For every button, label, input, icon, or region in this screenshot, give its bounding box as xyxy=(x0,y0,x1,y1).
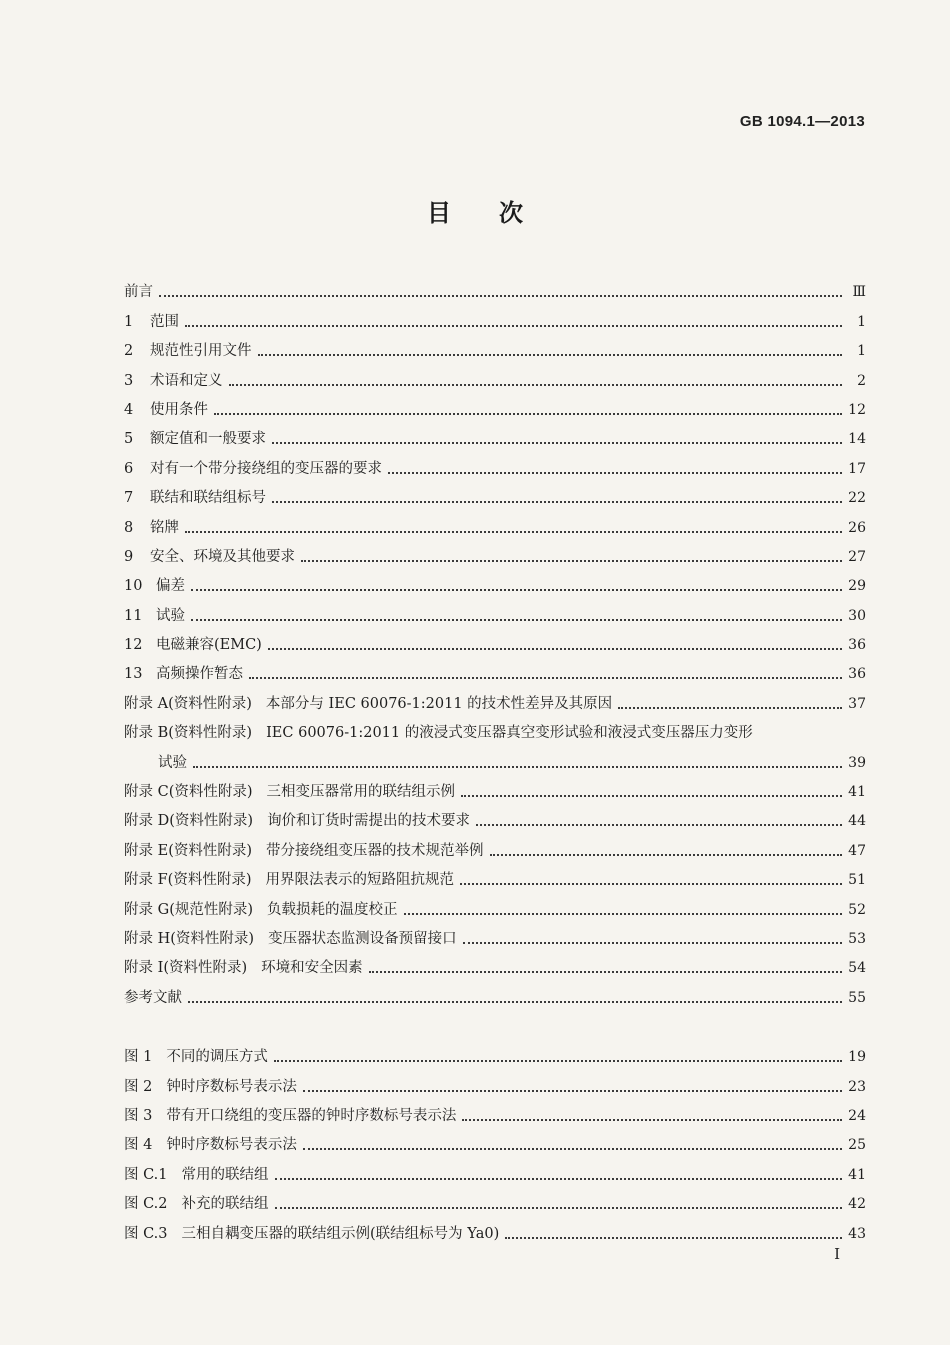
toc-entry-text: 联结和联结组标号 xyxy=(150,490,266,507)
toc-entry-number: 6 xyxy=(124,460,134,477)
toc-entry-text: 带分接绕组变压器的技术规范举例 xyxy=(266,842,484,859)
toc-entry-text: 规范性引用文件 xyxy=(150,343,252,360)
figure-number: 图 3 xyxy=(124,1107,153,1124)
toc-entry-continuation[interactable] xyxy=(124,742,866,771)
toc-entry-text: 试验 xyxy=(158,754,187,771)
toc-entry-page: 44 xyxy=(848,813,866,830)
toc-entry[interactable] xyxy=(124,331,866,360)
toc-entry-number: 10 xyxy=(124,578,143,595)
leader-dots xyxy=(229,378,843,386)
leader-dots xyxy=(249,671,842,679)
toc-entry-text: 偏差 xyxy=(156,578,185,595)
toc-entry-number: 7 xyxy=(124,490,134,507)
toc-entry-page: 47 xyxy=(848,842,866,859)
annex-label: 附录 C(资料性附录) xyxy=(124,784,253,801)
toc-entry-text: 负载损耗的温度校正 xyxy=(267,901,398,918)
toc-entry-text: 使用条件 xyxy=(150,401,208,418)
toc-entry-text: 术语和定义 xyxy=(150,372,223,389)
toc-entry-page: 41 xyxy=(848,784,866,801)
figure-title: 钟时序数标号表示法 xyxy=(166,1137,297,1154)
leader-dots xyxy=(275,1172,842,1180)
toc-entry-annex[interactable] xyxy=(124,713,866,742)
toc-entry-page: 22 xyxy=(848,490,866,507)
toc-entry[interactable] xyxy=(124,654,866,683)
figure-entry[interactable] xyxy=(124,1184,866,1213)
figure-page: 19 xyxy=(848,1049,866,1066)
toc-entry-annex[interactable] xyxy=(124,683,866,712)
leader-dots xyxy=(490,848,842,856)
annex-label: 附录 E(资料性附录) xyxy=(124,842,253,859)
toc-entry-text: 铭牌 xyxy=(150,519,179,536)
toc-entry-page: 37 xyxy=(848,695,866,712)
toc-entry-page: 12 xyxy=(848,401,866,418)
toc-entry-text: 参考文献 xyxy=(124,989,182,1006)
figure-page: 24 xyxy=(848,1107,866,1124)
figure-number: 图 2 xyxy=(124,1078,153,1095)
leader-dots xyxy=(258,348,843,356)
toc-entry-text: 对有一个带分接绕组的变压器的要求 xyxy=(150,460,382,477)
leader-dots xyxy=(268,642,842,650)
figure-title: 带有开口绕组的变压器的钟时序数标号表示法 xyxy=(166,1107,457,1124)
toc-entry[interactable] xyxy=(124,419,866,448)
leader-dots xyxy=(188,995,842,1003)
toc-entry-number: 8 xyxy=(124,519,134,536)
leader-dots xyxy=(275,1201,842,1209)
leader-dots xyxy=(460,877,842,885)
toc-entry[interactable] xyxy=(124,448,866,477)
toc-entry-text: 前言 xyxy=(124,284,153,301)
toc-entry-number: 4 xyxy=(124,401,134,418)
toc-entry-text: 高频操作暂态 xyxy=(156,666,243,683)
leader-dots xyxy=(476,818,842,826)
toc-entry[interactable] xyxy=(124,977,866,1006)
toc-entry-page: 27 xyxy=(848,548,866,565)
toc-entry[interactable] xyxy=(124,272,866,301)
annex-label: 附录 D(资料性附录) xyxy=(124,813,254,830)
toc-entry[interactable] xyxy=(124,625,866,654)
toc-entry-page: 2 xyxy=(857,372,866,389)
leader-dots xyxy=(191,613,842,621)
leader-dots xyxy=(301,554,842,562)
figure-number: 图 4 xyxy=(124,1137,153,1154)
leader-dots xyxy=(369,965,842,973)
toc-entry-text: 三相变压器常用的联结组示例 xyxy=(266,784,456,801)
leader-dots xyxy=(185,319,842,327)
leader-dots xyxy=(303,1084,842,1092)
toc-entry[interactable] xyxy=(124,566,866,595)
table-of-contents xyxy=(124,272,866,1243)
figure-title: 钟时序数标号表示法 xyxy=(166,1078,297,1095)
leader-dots xyxy=(159,289,842,297)
leader-dots xyxy=(618,701,842,709)
figure-entry[interactable] xyxy=(124,1096,866,1125)
figure-page: 41 xyxy=(848,1166,866,1183)
toc-entry-annex[interactable] xyxy=(124,772,866,801)
annex-label: 附录 I(资料性附录) xyxy=(124,960,248,977)
section-gap xyxy=(124,1007,866,1037)
toc-entry-text: 本部分与 IEC 60076-1:2011 的技术性差异及其原因 xyxy=(265,695,613,712)
toc-entry-page: 29 xyxy=(848,578,866,595)
toc-entry-page: Ⅲ xyxy=(852,284,866,301)
toc-entry-text: 范围 xyxy=(150,313,179,330)
toc-entry[interactable] xyxy=(124,301,866,330)
toc-entry-number: 5 xyxy=(124,431,134,448)
figure-number: 图 C.1 xyxy=(124,1166,168,1183)
figure-entry[interactable] xyxy=(124,1213,866,1242)
toc-entry-text: 电磁兼容(EMC) xyxy=(156,637,262,654)
figure-page: 43 xyxy=(848,1225,866,1242)
figure-number: 图 1 xyxy=(124,1049,153,1066)
annex-label: 附录 B(资料性附录) xyxy=(124,725,253,742)
toc-entry-annex[interactable] xyxy=(124,948,866,977)
annex-label: 附录 H(资料性附录) xyxy=(124,930,255,947)
toc-entry-annex[interactable] xyxy=(124,801,866,830)
figure-number: 图 C.3 xyxy=(124,1225,168,1242)
leader-dots xyxy=(462,1113,842,1121)
toc-entry-page: 52 xyxy=(848,901,866,918)
toc-entry-number: 1 xyxy=(124,313,134,330)
figure-number: 图 C.2 xyxy=(124,1196,168,1213)
toc-entry-number: 12 xyxy=(124,637,143,654)
leader-dots xyxy=(404,907,842,915)
leader-dots xyxy=(303,1142,842,1150)
leader-dots xyxy=(272,436,842,444)
figure-title: 常用的联结组 xyxy=(181,1166,269,1183)
leader-dots xyxy=(214,407,842,415)
leader-dots xyxy=(191,583,842,591)
toc-entry[interactable] xyxy=(124,478,866,507)
toc-entry[interactable] xyxy=(124,390,866,419)
figure-page: 23 xyxy=(848,1078,866,1095)
figure-page: 42 xyxy=(848,1196,866,1213)
figure-title: 不同的调压方式 xyxy=(166,1049,268,1066)
toc-entry-annex[interactable] xyxy=(124,830,866,859)
toc-entry-text: 询价和订货时需提出的技术要求 xyxy=(267,813,471,830)
toc-entry-page: 30 xyxy=(848,607,866,624)
annex-label: 附录 G(规范性附录) xyxy=(124,901,254,918)
page-title: 目次 xyxy=(427,199,571,227)
toc-entry-text: 用界限法表示的短路阻抗规范 xyxy=(265,872,454,889)
toc-entry-number: 13 xyxy=(124,666,143,683)
leader-dots xyxy=(274,1054,842,1062)
figure-entry[interactable] xyxy=(124,1066,866,1095)
toc-entry[interactable] xyxy=(124,537,866,566)
leader-dots xyxy=(272,495,842,503)
toc-entry-annex[interactable] xyxy=(124,919,866,948)
toc-entry-number: 2 xyxy=(124,343,134,360)
figure-title: 三相自耦变压器的联结组示例(联结组标号为 Ya0) xyxy=(181,1225,500,1242)
toc-entry-page: 26 xyxy=(848,519,866,536)
toc-entry-page: 1 xyxy=(857,313,866,330)
leader-dots xyxy=(505,1231,842,1239)
toc-entry-page: 53 xyxy=(848,930,866,947)
toc-entry-text: 试验 xyxy=(156,607,185,624)
leader-dots xyxy=(388,466,842,474)
leader-dots xyxy=(461,789,842,797)
toc-entry-text: 变压器状态监测设备预留接口 xyxy=(268,930,457,947)
toc-entry[interactable] xyxy=(124,507,866,536)
toc-entry-text: 环境和安全因素 xyxy=(261,960,363,977)
leader-dots xyxy=(463,936,842,944)
toc-entry-page: 51 xyxy=(848,872,866,889)
toc-entry-page: 14 xyxy=(848,431,866,448)
annex-label: 附录 F(资料性附录) xyxy=(124,872,252,889)
toc-entry-page: 36 xyxy=(848,637,866,654)
page-number: I xyxy=(834,1245,840,1263)
toc-entry[interactable] xyxy=(124,595,866,624)
toc-entry-number: 9 xyxy=(124,548,134,565)
toc-entry-page: 39 xyxy=(848,754,866,771)
toc-entry-annex[interactable] xyxy=(124,860,866,889)
leader-dots xyxy=(185,525,842,533)
toc-entry[interactable] xyxy=(124,360,866,389)
toc-entry-page: 36 xyxy=(848,666,866,683)
figure-page: 25 xyxy=(848,1137,866,1154)
leader-dots xyxy=(193,760,842,768)
toc-entry-number: 11 xyxy=(124,607,143,624)
annex-label: 附录 A(资料性附录) xyxy=(124,695,252,712)
toc-entry-page: 17 xyxy=(848,460,866,477)
figure-entry[interactable] xyxy=(124,1125,866,1154)
toc-entry-page: 54 xyxy=(848,960,866,977)
toc-entry-text: 安全、环境及其他要求 xyxy=(150,548,295,565)
document-code: GB 1094.1—2013 xyxy=(739,113,865,130)
toc-entry-page: 1 xyxy=(857,343,866,360)
figure-entry[interactable] xyxy=(124,1037,866,1066)
toc-entry-text: IEC 60076-1:2011 的液浸式变压器真空变形试验和液浸式变压器压力变形 xyxy=(266,725,753,742)
toc-entry-number: 3 xyxy=(124,372,134,389)
toc-entry-annex[interactable] xyxy=(124,889,866,918)
figure-entry[interactable] xyxy=(124,1154,866,1183)
toc-entry-text: 额定值和一般要求 xyxy=(150,431,266,448)
toc-entry-page: 55 xyxy=(848,989,866,1006)
figure-title: 补充的联结组 xyxy=(181,1196,269,1213)
